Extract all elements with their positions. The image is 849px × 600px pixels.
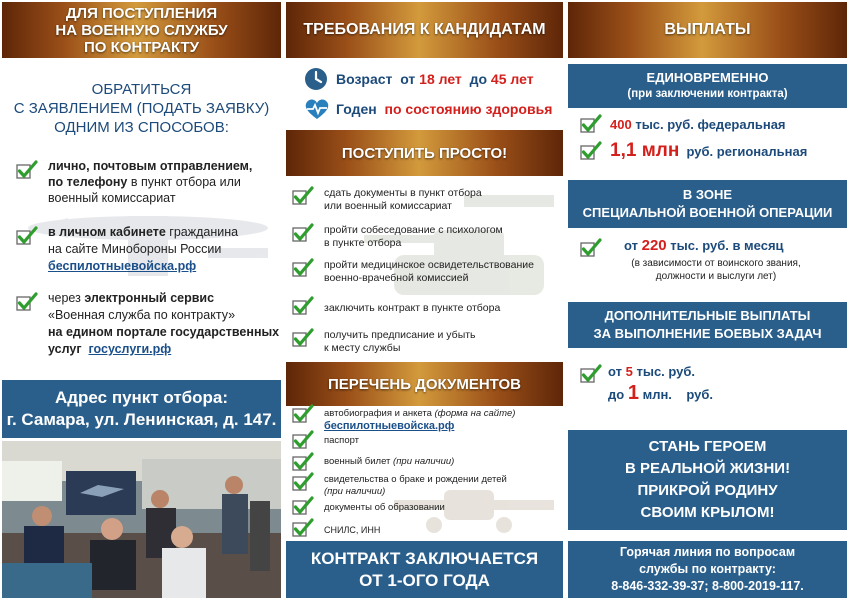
federal-amount: 400 <box>610 117 632 132</box>
contract-line: ОТ 1-ОГО ГОДА <box>359 570 490 590</box>
method-text: военный комиссариат <box>48 191 176 205</box>
document-text: свидетельства о браке и рождении детей <box>324 474 507 485</box>
method-text: на едином портале государственных <box>48 325 280 339</box>
hero-line: В РЕАЛЬНОЙ ЖИЗНИ! <box>624 460 791 477</box>
contract-banner <box>286 541 563 598</box>
hero-line: СТАНЬ ГЕРОЕМ <box>648 438 767 455</box>
hero-line: ПРИКРОЙ РОДИНУ <box>637 482 778 499</box>
step-item <box>324 259 534 285</box>
check-icon <box>16 226 38 246</box>
method-text: в пункт отбора или <box>127 175 241 189</box>
check-icon <box>580 114 602 134</box>
document-item <box>324 456 454 467</box>
federal-text: тыс. руб. федеральная <box>635 117 786 132</box>
check-icon <box>16 160 38 180</box>
monthly-note-line: должности и выслуги лет) <box>655 271 777 282</box>
method-text: по телефону <box>48 175 128 189</box>
document-note: (при наличии) <box>324 486 386 497</box>
address-line: г. Самара, ул. Ленинская, д. 147. <box>6 410 277 429</box>
document-item <box>324 435 359 446</box>
requirements-header <box>286 2 563 58</box>
apply-header <box>2 2 281 58</box>
step-item <box>324 224 503 250</box>
method-text: «Военная служба по контракту» <box>48 308 236 322</box>
step-text: или военный комиссариат <box>324 200 452 212</box>
check-icon <box>16 292 38 312</box>
step-text: в пункте отбора <box>324 237 402 249</box>
check-icon <box>580 141 602 161</box>
apply-instruction <box>0 80 283 137</box>
age-max: 45 лет <box>490 71 534 87</box>
monthly-note <box>596 257 836 283</box>
document-text: военный билет <box>324 456 391 467</box>
health-value: по состоянию здоровья <box>384 101 553 117</box>
apply-header-line: ПО КОНТРАКТУ <box>84 38 199 56</box>
health-requirement <box>336 101 552 117</box>
apply-header-line: ДЛЯ ПОСТУПЛЕНИЯ <box>65 4 218 22</box>
method-text: на сайте Минобороны России <box>48 242 222 256</box>
document-text: СНИЛС, ИНН <box>324 525 381 535</box>
check-icon <box>292 472 314 492</box>
mil-site-link[interactable]: беспилотныевойска.рф <box>48 259 197 273</box>
extra-min <box>608 364 695 379</box>
column-apply <box>0 0 283 600</box>
column-payments <box>566 0 849 600</box>
requirements-header-text: ТРЕБОВАНИЯ К КАНДИДАТАМ <box>303 21 546 38</box>
step-text: получить предписание и убыть <box>324 329 476 341</box>
one-time-line: ЕДИНОВРЕМЕННО <box>646 70 769 85</box>
apply-line: ОБРАТИТЬСЯ <box>91 81 192 98</box>
method-text: электронный сервис <box>84 291 215 305</box>
hotline-line: Горячая линия по вопросам <box>619 545 796 559</box>
method-gosuslugi <box>48 290 280 358</box>
step-text: пройти собеседование с психологом <box>324 224 503 236</box>
hotline-phones[interactable]: 8-846-332-39-37; 8-800-2019-117. <box>611 579 804 593</box>
hero-line: СВОИМ КРЫЛОМ! <box>640 504 775 521</box>
health-label: Годен <box>336 101 377 117</box>
extra-text: руб. <box>686 387 714 402</box>
svo-banner <box>568 180 847 228</box>
apply-line: С ЗАЯВЛЕНИЕМ (ПОДАТЬ ЗАЯВКУ) <box>13 100 270 117</box>
check-icon <box>292 496 314 516</box>
monthly-text: тыс. руб. в месяц <box>670 238 784 253</box>
check-icon <box>580 364 602 384</box>
regional-payment <box>610 140 807 162</box>
clock-icon <box>304 67 328 91</box>
document-text: паспорт <box>324 435 360 446</box>
document-item <box>324 525 380 535</box>
document-text: автобиография и анкета <box>324 408 432 419</box>
extra-text: от <box>608 364 622 379</box>
check-icon <box>292 452 314 472</box>
document-item <box>324 408 515 433</box>
apply-header-line: НА ВОЕННУЮ СЛУЖБУ <box>55 21 228 39</box>
monthly-amount: 220 <box>641 237 667 254</box>
age-requirement <box>336 71 534 87</box>
address-banner <box>2 380 281 438</box>
document-note: (при наличии) <box>393 456 455 467</box>
one-time-banner <box>568 64 847 108</box>
age-min: 18 лет <box>419 71 462 87</box>
monthly-note-line: (в зависимости от воинского звания, <box>631 258 801 269</box>
age-text: до <box>469 71 488 87</box>
check-icon <box>292 186 314 206</box>
extra-text: тыс. руб. <box>636 364 696 379</box>
check-icon <box>292 223 314 243</box>
apply-line: ОДНИМ ИЗ СПОСОБОВ: <box>54 119 229 136</box>
extra-max <box>608 382 713 405</box>
document-note: (форма на сайте) <box>434 408 516 419</box>
extra-line: ДОПОЛНИТЕЛЬНЫЕ ВЫПЛАТЫ <box>604 308 811 323</box>
monthly-payment <box>624 237 784 254</box>
step-item <box>324 187 482 213</box>
contract-line: КОНТРАКТ ЗАКЛЮЧАЕТСЯ <box>310 548 539 568</box>
heartbeat-icon <box>304 97 330 121</box>
recruitment-office-photo <box>2 441 281 598</box>
address-line: Адрес пункт отбора: <box>54 388 229 407</box>
payments-header <box>568 2 847 58</box>
document-item <box>324 474 507 498</box>
check-icon <box>292 296 314 316</box>
document-text: документы об образовании <box>324 502 445 513</box>
column-requirements <box>284 0 565 600</box>
monthly-text: от <box>624 238 638 253</box>
document-item <box>324 502 445 513</box>
method-text: гражданина <box>165 225 239 239</box>
federal-payment <box>610 117 786 132</box>
method-text: в личном кабинете <box>48 225 166 239</box>
check-icon <box>292 328 314 348</box>
simple-header-text: ПОСТУПИТЬ ПРОСТО! <box>341 144 508 162</box>
extra-max-amount: 1 <box>627 382 639 404</box>
method-text: лично, почтовым отправлением, <box>48 159 253 173</box>
simple-header <box>286 130 563 176</box>
regional-amount: 1,1 млн <box>610 140 680 161</box>
check-icon <box>292 518 314 538</box>
step-text: пройти медицинское освидетельствование <box>324 259 534 271</box>
regional-text: руб. региональная <box>686 144 808 159</box>
payments-header-text: ВЫПЛАТЫ <box>664 21 751 38</box>
one-time-line: (при заключении контракта) <box>627 88 788 100</box>
hero-banner <box>568 430 847 530</box>
step-text: заключить контракт в пункте отбора <box>324 302 501 314</box>
step-item <box>324 302 500 315</box>
check-icon <box>292 404 314 424</box>
method-text: через <box>48 291 85 305</box>
extra-text: млн. <box>642 387 672 402</box>
extra-line: ЗА ВЫПОЛНЕНИЕ БОЕВЫХ ЗАДАЧ <box>593 326 822 341</box>
extra-text: до <box>608 387 625 402</box>
check-icon <box>292 430 314 450</box>
svo-line: В ЗОНЕ <box>682 187 733 202</box>
age-label: Возраст <box>336 71 393 87</box>
gosuslugi-link[interactable]: госуслуги.рф <box>88 342 172 356</box>
method-cabinet <box>48 224 278 275</box>
documents-header <box>286 362 563 406</box>
method-personal <box>48 158 278 206</box>
check-icon <box>292 258 314 278</box>
extra-payments-banner <box>568 302 847 348</box>
step-text: военно-врачебной комиссией <box>324 272 469 284</box>
step-text: к месту службы <box>324 342 401 354</box>
svo-line: СПЕЦИАЛЬНОЙ ВОЕННОЙ ОПЕРАЦИИ <box>582 205 833 220</box>
check-icon <box>580 238 602 258</box>
hotline-line: службы по контракту: <box>639 562 776 576</box>
hotline-banner <box>568 541 847 598</box>
mil-site-link[interactable]: беспилотныевойска.рф <box>324 420 455 432</box>
step-text: сдать документы в пункт отбора <box>324 187 482 199</box>
step-item <box>324 329 476 355</box>
documents-header-text: ПЕРЕЧЕНЬ ДОКУМЕНТОВ <box>328 375 521 393</box>
extra-min-amount: 5 <box>625 364 633 379</box>
age-text: от <box>400 71 416 87</box>
method-text: услуг <box>48 342 82 356</box>
